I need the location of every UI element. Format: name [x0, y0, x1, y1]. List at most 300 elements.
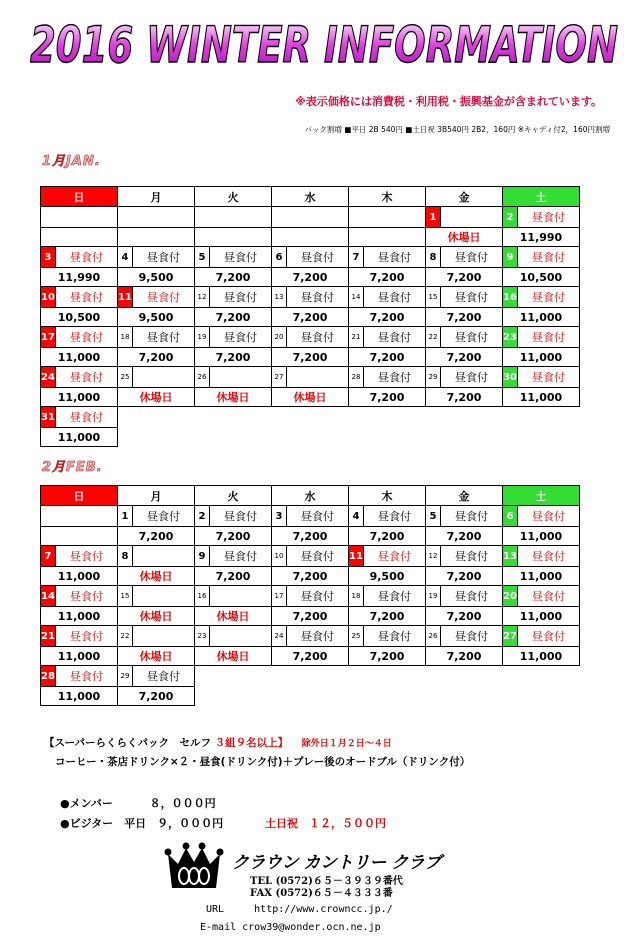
day-cell — [349, 506, 426, 527]
day-price: 7,200 — [446, 390, 482, 404]
price-cell — [118, 607, 195, 626]
day-price: 11,000 — [57, 649, 101, 663]
empty-day-cell — [349, 428, 426, 447]
meal-label: 昼食付 — [70, 590, 103, 603]
day-price: 11,000 — [57, 390, 101, 404]
price-cell — [118, 687, 195, 706]
calendar-price-row — [41, 647, 580, 666]
price-cell — [272, 647, 349, 666]
day-price: 7,200 — [446, 270, 482, 284]
calendar-week-row — [41, 247, 580, 268]
club-brand-name: クラウン カントリー クラブ — [232, 853, 441, 873]
meal-label: 昼食付 — [532, 371, 565, 384]
day-number: 14 — [349, 287, 364, 307]
meal-label: 昼食付 — [378, 590, 411, 603]
day-cell — [349, 626, 426, 647]
meal-label: 昼食付 — [70, 550, 103, 563]
price-cell — [272, 388, 349, 407]
day-price: 11,000 — [519, 390, 563, 404]
day-cell — [272, 546, 349, 567]
meal-label: 昼食付 — [70, 630, 103, 643]
price-cell — [503, 647, 580, 666]
day-price: 7,200 — [292, 529, 328, 543]
day-number: 23 — [503, 327, 518, 347]
day-cell — [503, 327, 580, 348]
day-cell — [41, 327, 118, 348]
day-price: 7,200 — [292, 609, 328, 623]
day-cell — [118, 247, 195, 268]
day-number: 24 — [41, 367, 56, 387]
weekday-header: 金 — [426, 187, 503, 207]
price-cell — [426, 527, 503, 546]
day-cell — [118, 586, 195, 607]
page-title — [30, 4, 620, 76]
meal-label: 昼食付 — [224, 251, 257, 264]
weekday-header: 月 — [118, 187, 195, 207]
website-url[interactable]: URL http://www.crowncc.jp./ — [206, 904, 393, 915]
day-number: 2 — [195, 506, 210, 526]
price-cell — [503, 348, 580, 367]
meal-label: 昼食付 — [301, 630, 334, 643]
day-number: 11 — [118, 287, 133, 307]
day-number: 11 — [349, 546, 364, 566]
price-cell — [426, 607, 503, 626]
meal-label: 昼食付 — [455, 331, 488, 344]
day-number: 18 — [349, 586, 364, 606]
day-number: 21 — [41, 626, 56, 646]
calendar-week-row — [41, 586, 580, 607]
price-cell — [118, 268, 195, 287]
day-cell — [503, 207, 580, 228]
meal-label: 昼食付 — [455, 291, 488, 304]
day-cell — [426, 506, 503, 527]
day-cell — [349, 287, 426, 308]
day-cell — [272, 247, 349, 268]
day-price: 11,000 — [519, 350, 563, 364]
calendar-week-row — [41, 287, 580, 308]
calendar-price-row — [41, 348, 580, 367]
day-cell — [503, 626, 580, 647]
day-price: 7,200 — [369, 270, 405, 284]
day-number: 10 — [41, 287, 56, 307]
closed-day-label: 休場日 — [216, 610, 250, 623]
price-cell — [272, 607, 349, 626]
visitor-weekend-price: 土日祝 １２，５００円 — [265, 817, 387, 830]
empty-day-cell — [272, 428, 349, 447]
day-cell — [118, 506, 195, 527]
meal-label: 昼食付 — [70, 251, 103, 264]
price-cell — [349, 607, 426, 626]
fax: FAX (0572)６５－４３３３番 — [250, 888, 393, 899]
package-description: コーヒー・茶店ドリンク×２・昼食(ドリンク付)＋プレー後のオードブル（ドリンク付） — [55, 756, 471, 768]
package-condition: ３組９名以上】 — [214, 737, 289, 749]
day-cell — [118, 287, 195, 308]
price-cell — [41, 428, 118, 447]
february-calendar — [40, 485, 580, 706]
weekday-header: 金 — [426, 486, 503, 506]
meal-label: 昼食付 — [147, 510, 180, 523]
day-price: 7,200 — [369, 609, 405, 623]
meal-label: 昼食付 — [147, 251, 180, 264]
day-cell — [349, 367, 426, 388]
day-cell — [41, 367, 118, 388]
closed-day-label: 休場日 — [139, 391, 173, 404]
price-cell — [272, 268, 349, 287]
day-number: 19 — [195, 327, 210, 347]
day-cell — [426, 327, 503, 348]
day-price: 9,500 — [138, 270, 174, 284]
price-cell — [272, 527, 349, 546]
day-cell — [195, 367, 272, 388]
day-cell — [272, 287, 349, 308]
meal-label: 昼食付 — [455, 510, 488, 523]
calendar-price-row — [41, 388, 580, 407]
meal-label: 昼食付 — [301, 291, 334, 304]
day-cell — [272, 586, 349, 607]
day-number: 6 — [503, 506, 518, 526]
calendar-week-row — [41, 367, 580, 388]
day-cell — [195, 506, 272, 527]
empty-day-cell — [41, 527, 118, 546]
weekday-header: 日 — [41, 187, 118, 207]
price-cell — [426, 567, 503, 586]
calendar-week-row — [41, 626, 580, 647]
price-cell — [41, 567, 118, 586]
day-price: 7,200 — [446, 529, 482, 543]
meal-label: 昼食付 — [532, 251, 565, 264]
day-cell — [195, 327, 272, 348]
meal-label: 昼食付 — [455, 630, 488, 643]
meal-label: 昼食付 — [301, 590, 334, 603]
day-cell — [349, 327, 426, 348]
empty-day-cell — [503, 428, 580, 447]
day-price: 7,200 — [369, 310, 405, 324]
day-number: 21 — [349, 327, 364, 347]
price-cell — [195, 308, 272, 327]
meal-label: 昼食付 — [301, 510, 334, 523]
day-number: 13 — [272, 287, 287, 307]
day-number: 5 — [426, 506, 441, 526]
day-cell — [503, 586, 580, 607]
price-cell — [272, 308, 349, 327]
empty-day-cell — [272, 207, 349, 228]
calendar-week-row — [41, 407, 580, 428]
day-number: 8 — [426, 247, 441, 267]
price-cell — [426, 228, 503, 247]
day-number: 13 — [503, 546, 518, 566]
price-cell — [118, 527, 195, 546]
meal-label: 昼食付 — [532, 590, 565, 603]
empty-day-cell — [272, 228, 349, 247]
day-number: 25 — [349, 626, 364, 646]
day-price: 11,000 — [519, 569, 563, 583]
day-number: 27 — [503, 626, 518, 646]
empty-day-cell — [118, 428, 195, 447]
price-cell — [426, 388, 503, 407]
day-price: 7,200 — [292, 350, 328, 364]
price-cell — [503, 228, 580, 247]
day-price: 7,200 — [292, 270, 328, 284]
day-cell — [349, 586, 426, 607]
package-title — [44, 735, 392, 750]
day-cell — [349, 546, 426, 567]
day-cell — [272, 506, 349, 527]
empty-day-cell — [118, 207, 195, 228]
day-price: 11,000 — [519, 609, 563, 623]
calendar-week-row — [41, 207, 580, 228]
day-number: 31 — [41, 407, 56, 427]
visitor-weekday-price: ●ビジター 平日 ９，０００円 — [60, 817, 224, 830]
day-price: 9,500 — [369, 569, 405, 583]
day-number: 12 — [426, 546, 441, 566]
visitor-price — [60, 815, 386, 831]
day-price: 7,200 — [369, 390, 405, 404]
day-price: 7,200 — [369, 649, 405, 663]
day-number: 8 — [118, 546, 133, 566]
day-price: 7,200 — [446, 649, 482, 663]
meal-label: 昼食付 — [224, 510, 257, 523]
price-cell — [349, 348, 426, 367]
price-cell — [272, 348, 349, 367]
day-price: 7,200 — [138, 350, 174, 364]
calendar-price-row — [41, 687, 580, 706]
price-cell — [349, 268, 426, 287]
empty-day-cell — [118, 228, 195, 247]
meal-label: 昼食付 — [378, 251, 411, 264]
empty-day-cell — [41, 506, 118, 527]
day-price: 11,000 — [57, 569, 101, 583]
day-number: 6 — [272, 247, 287, 267]
price-cell — [41, 348, 118, 367]
day-price: 9,500 — [138, 310, 174, 324]
meal-label: 昼食付 — [532, 550, 565, 563]
calendar-price-row — [41, 308, 580, 327]
price-cell — [503, 268, 580, 287]
meal-label: 昼食付 — [455, 590, 488, 603]
meal-label: 昼食付 — [532, 510, 565, 523]
empty-day-cell — [426, 407, 503, 428]
day-cell — [195, 287, 272, 308]
price-cell — [195, 647, 272, 666]
meal-label: 昼食付 — [378, 510, 411, 523]
price-cell — [349, 527, 426, 546]
empty-day-cell — [118, 407, 195, 428]
empty-day-cell — [426, 666, 503, 687]
meal-label: 昼食付 — [70, 411, 103, 424]
day-price: 11,990 — [519, 230, 563, 244]
day-number: 30 — [503, 367, 518, 387]
empty-day-cell — [349, 407, 426, 428]
day-number: 1 — [426, 207, 441, 227]
weekday-header: 水 — [272, 187, 349, 207]
empty-day-cell — [195, 428, 272, 447]
day-number: 28 — [349, 367, 364, 387]
meal-label: 昼食付 — [455, 550, 488, 563]
january-heading: 1月JAN. — [42, 154, 101, 169]
day-number: 17 — [41, 327, 56, 347]
price-cell — [118, 567, 195, 586]
price-cell — [195, 348, 272, 367]
day-price: 11,000 — [519, 649, 563, 663]
meal-label: 昼食付 — [70, 331, 103, 344]
day-price: 7,200 — [215, 270, 251, 284]
day-price: 11,000 — [519, 310, 563, 324]
day-price: 7,200 — [292, 310, 328, 324]
price-cell — [426, 308, 503, 327]
day-number: 14 — [41, 586, 56, 606]
day-cell — [272, 367, 349, 388]
day-number: 1 — [118, 506, 133, 526]
day-number: 23 — [195, 626, 210, 646]
day-cell — [41, 586, 118, 607]
empty-day-cell — [272, 407, 349, 428]
meal-label: 昼食付 — [147, 670, 180, 683]
calendar-week-row — [41, 327, 580, 348]
day-price: 7,200 — [138, 529, 174, 543]
day-price: 7,200 — [446, 609, 482, 623]
day-number: 7 — [41, 546, 56, 566]
price-cell — [195, 388, 272, 407]
crown-logo-icon — [164, 840, 224, 892]
weekday-header: 月 — [118, 486, 195, 506]
day-cell — [426, 207, 503, 228]
day-price: 7,200 — [215, 350, 251, 364]
day-price: 11,000 — [57, 350, 101, 364]
closed-day-label: 休場日 — [139, 570, 173, 583]
closed-day-label: 休場日 — [447, 231, 481, 244]
meal-label: 昼食付 — [532, 630, 565, 643]
price-cell — [118, 308, 195, 327]
empty-day-cell — [503, 666, 580, 687]
january-calendar — [40, 186, 580, 447]
february-heading: 2月FEB. — [42, 460, 103, 475]
day-cell — [426, 287, 503, 308]
price-cell — [503, 567, 580, 586]
day-number: 26 — [195, 367, 210, 387]
svg-text:2016 WINTER INFORMATION: 2016 WINTER INFORMATION — [30, 16, 618, 74]
day-number: 10 — [272, 546, 287, 566]
empty-day-cell — [503, 687, 580, 706]
day-cell — [503, 287, 580, 308]
day-price: 10,500 — [57, 310, 101, 324]
day-price: 7,200 — [446, 569, 482, 583]
price-cell — [503, 527, 580, 546]
day-price: 7,200 — [292, 569, 328, 583]
day-price: 7,200 — [446, 310, 482, 324]
empty-day-cell — [503, 407, 580, 428]
empty-day-cell — [349, 228, 426, 247]
day-number: 29 — [426, 367, 441, 387]
day-cell — [118, 666, 195, 687]
meal-label: 昼食付 — [224, 291, 257, 304]
day-cell — [503, 247, 580, 268]
price-cell — [195, 527, 272, 546]
day-number: 5 — [195, 247, 210, 267]
weekday-header: 日 — [41, 486, 118, 506]
meal-label: 昼食付 — [455, 251, 488, 264]
day-cell — [41, 546, 118, 567]
empty-day-cell — [195, 666, 272, 687]
day-number: 15 — [118, 586, 133, 606]
meal-label: 昼食付 — [301, 251, 334, 264]
day-price: 7,200 — [369, 529, 405, 543]
day-number: 26 — [426, 626, 441, 646]
meal-label: 昼食付 — [532, 331, 565, 344]
calendar-price-row — [41, 228, 580, 247]
price-cell — [503, 607, 580, 626]
day-number: 15 — [426, 287, 441, 307]
day-price: 11,000 — [519, 529, 563, 543]
calendar-price-row — [41, 607, 580, 626]
empty-day-cell — [426, 428, 503, 447]
day-cell — [426, 586, 503, 607]
day-price: 7,200 — [215, 310, 251, 324]
calendar-week-row — [41, 546, 580, 567]
day-cell — [41, 666, 118, 687]
meal-label: 昼食付 — [455, 371, 488, 384]
day-number: 3 — [272, 506, 287, 526]
day-number: 18 — [118, 327, 133, 347]
price-cell — [272, 567, 349, 586]
calendar-price-row — [41, 268, 580, 287]
empty-day-cell — [349, 666, 426, 687]
day-number: 4 — [118, 247, 133, 267]
day-price: 7,200 — [215, 529, 251, 543]
day-price: 11,000 — [57, 609, 101, 623]
day-price: 7,200 — [215, 569, 251, 583]
empty-day-cell — [41, 207, 118, 228]
day-number: 22 — [426, 327, 441, 347]
day-number: 27 — [272, 367, 287, 387]
day-price: 11,000 — [57, 689, 101, 703]
price-cell — [41, 687, 118, 706]
price-cell — [503, 308, 580, 327]
day-price: 11,000 — [57, 430, 101, 444]
day-cell — [195, 586, 272, 607]
empty-day-cell — [195, 228, 272, 247]
email-address[interactable]: E-mail crow39@wonder.ocn.ne.jp — [200, 922, 381, 933]
day-number: 17 — [272, 586, 287, 606]
closed-day-label: 休場日 — [139, 650, 173, 663]
price-cell — [503, 388, 580, 407]
calendar-price-row — [41, 428, 580, 447]
price-cell — [195, 607, 272, 626]
closed-day-label: 休場日 — [216, 391, 250, 404]
calendar-week-row — [41, 506, 580, 527]
closed-day-label: 休場日 — [293, 391, 327, 404]
day-price: 11,990 — [57, 270, 101, 284]
price-cell — [426, 647, 503, 666]
day-cell — [41, 287, 118, 308]
day-cell — [118, 367, 195, 388]
meal-label: 昼食付 — [532, 211, 565, 224]
day-cell — [426, 367, 503, 388]
day-cell — [118, 626, 195, 647]
day-cell — [503, 546, 580, 567]
day-cell — [41, 247, 118, 268]
day-number: 20 — [503, 586, 518, 606]
meal-label: 昼食付 — [70, 670, 103, 683]
empty-day-cell — [349, 207, 426, 228]
price-cell — [426, 268, 503, 287]
day-cell — [426, 247, 503, 268]
day-price: 10,500 — [519, 270, 563, 284]
weekday-header: 火 — [195, 486, 272, 506]
meal-label: 昼食付 — [147, 291, 180, 304]
price-cell — [41, 388, 118, 407]
day-cell — [195, 546, 272, 567]
day-cell — [503, 506, 580, 527]
